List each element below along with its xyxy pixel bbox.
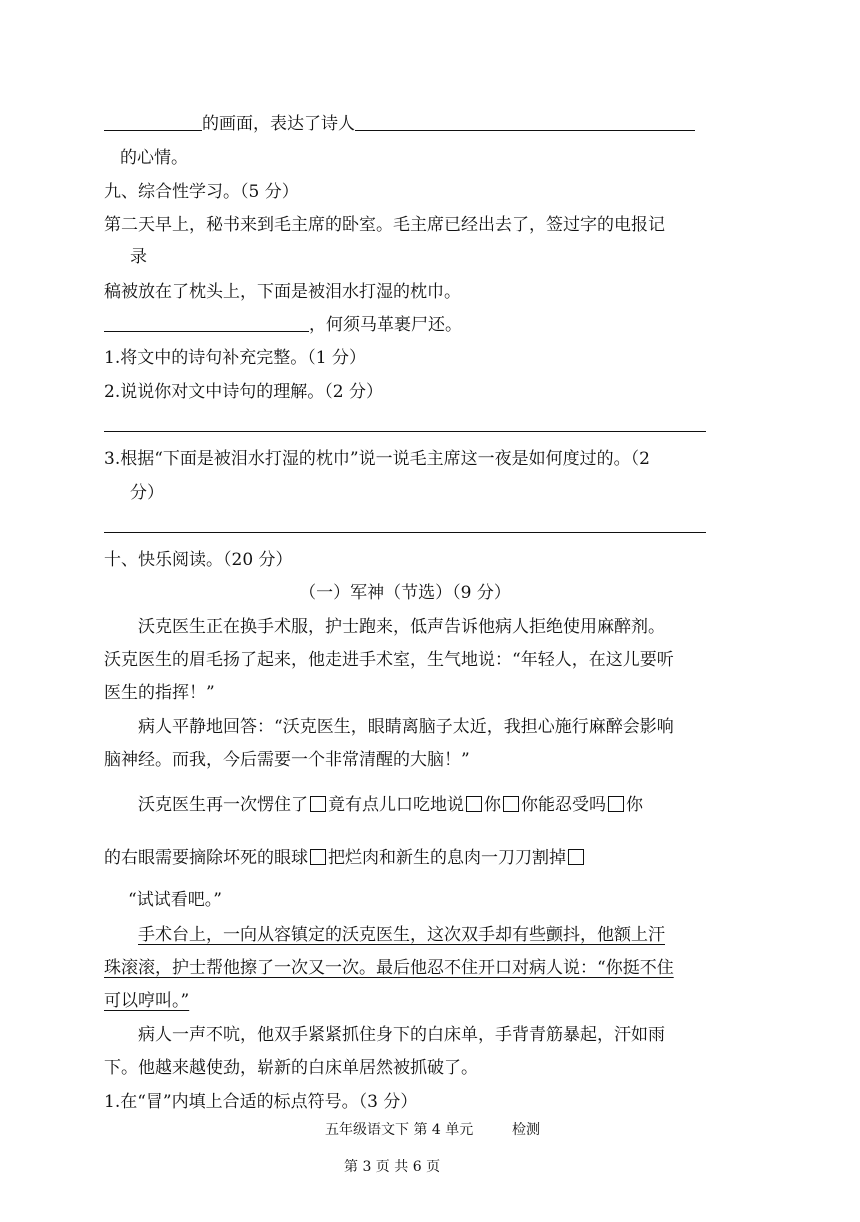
section9-passage-line1: 第二天早上，秘书来到毛主席的卧室。毛主席已经出去了，签过字的电报记 [104,215,665,235]
p3-text-a: 沃克医生再一次愣住了 [138,795,308,815]
passage-p6-line3: 可以哼叫。” [104,991,190,1011]
poem-answer-line-1 [104,112,706,136]
answer-blank[interactable] [104,112,202,131]
answer-line[interactable] [104,431,706,432]
footer-test-label: 检测 [512,1122,540,1138]
passage-p3-line [138,793,740,817]
section9-passage-line3: 稿被放在了枕头上，下面是被泪水打湿的枕巾。 [104,282,461,302]
section10-title: 十、快乐阅读。（20 分） [104,550,293,570]
section9-title: 九、综合性学习。（5 分） [104,182,299,202]
footer-page-number: 第 3 页 共 6 页 [344,1159,441,1175]
section10-subtitle: （一）军神（节选）（9 分） [299,583,511,603]
passage-p7-line1: 病人一声不吭，他双手紧紧抓住身下的白床单，手背青筋暴起，汗如雨 [138,1025,665,1045]
passage-p6-line1: 手术台上，一向从容镇定的沃克医生，这次双手却有些颤抖，他额上汗 [138,925,665,945]
section10-question-1: 1.在“冒”内填上合适的标点符号。（3 分） [104,1092,418,1112]
poem-line2-text: 的心情。 [120,148,188,168]
p3-text-e: 你 [626,795,643,815]
passage-p6-line2: 珠滚滚，护士帮他擦了一次又一次。最后他忍不住开口对病人说：“你挺不住 [104,958,674,978]
p4-text-a: 的右眼需要摘除坏死的眼球 [104,848,308,868]
section9-question-2: 2.说说你对文中诗句的理解。（2 分） [104,382,383,402]
p3-text-d: 你能忍受吗 [521,795,606,815]
passage-p2-line2: 脑神经。而我，今后需要一个非常清醒的大脑！” [104,750,470,770]
answer-line[interactable] [104,532,706,533]
passage-p2-line1: 病人平静地回答：“沃克医生，眼睛离脑子太近，我担心施行麻醉会影响 [138,717,674,737]
punctuation-box-1[interactable] [310,796,326,812]
passage-p1-line2: 沃克医生的眉毛扬了起来，他走进手术室，生气地说：“年轻人，在这儿要听 [104,650,674,670]
section9-question-1: 1.将文中的诗句补充完整。（1 分） [104,348,366,368]
passage-p1-line3: 医生的指挥！” [104,683,215,703]
punctuation-box-3[interactable] [503,796,519,812]
passage-p4-line [104,846,706,870]
section9-question-3-line1: 3.根据“下面是被泪水打湿的枕巾”说一说毛主席这一夜是如何度过的。（2 [104,449,650,469]
p4-text-b: 把烂肉和新生的息肉一刀刀割掉 [328,848,566,868]
section9-poem-line [104,313,706,337]
punctuation-box-2[interactable] [466,796,482,812]
passage-p1-line1: 沃克医生正在换手术服，护士跑来，低声告诉他病人拒绝使用麻醉剂。 [138,617,665,637]
answer-blank[interactable] [355,112,695,131]
passage-p7-line2: 下。他越来越使劲，崭新的白床单居然被抓破了。 [104,1058,478,1078]
poem-suffix: ，何须马革裹尸还。 [309,315,462,335]
p3-text-b: 竟有点儿口吃地说 [328,795,464,815]
p3-text-c: 你 [484,795,501,815]
punctuation-box-4[interactable] [608,796,624,812]
punctuation-box-6[interactable] [568,849,584,865]
poem-line1-text: 的画面，表达了诗人 [202,114,355,134]
punctuation-box-5[interactable] [310,849,326,865]
passage-p5: “试试看吧。” [128,890,222,910]
answer-blank[interactable] [104,313,309,332]
section9-passage-line2: 录 [130,247,147,267]
section9-question-3-line2: 分） [130,483,164,503]
footer-unit-label: 五年级语文下 第 4 单元 [325,1122,474,1138]
